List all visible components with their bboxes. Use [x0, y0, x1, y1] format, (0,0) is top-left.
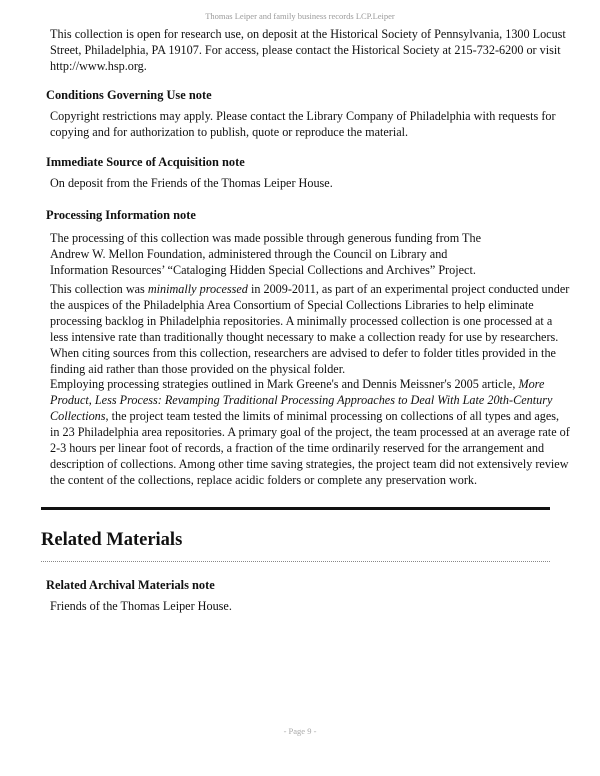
processing-paragraph-2: [50, 281, 570, 377]
p2-text-start: This collection was: [50, 282, 148, 296]
page-number: - Page 9 -: [283, 726, 317, 736]
p3-text-start: Employing processing strategies outlined in Mark Greene's and Dennis Meissner's 2005 article,: [50, 377, 519, 391]
related-materials-title: Related Materials: [41, 530, 183, 550]
p2-emphasis: minimally processed: [147, 282, 248, 296]
related-archival-heading: Related Archival Materials note: [46, 578, 215, 592]
acquisition-text: On deposit from the Friends of the Thomas Leiper House.: [50, 176, 333, 190]
conditions-use-heading: Conditions Governing Use note: [46, 88, 212, 102]
processing-heading: Processing Information note: [46, 208, 196, 222]
p2-text-end: in 2009-2011, as part of an experimental project conducted under the auspices of the Philadelphia Area Consortium of Special Collections Libraries to help eliminate processing backlog in Philadelphia repositories. A minimally processed collection is one processed at a less intensive rate than traditionally thought necessary to make a collection ready for use by researchers. When citing sources from this collection, researchers are advised to defer to folder titles provided in the finding aid rather than those provided on the physical folder.: [50, 282, 570, 376]
acquisition-heading: Immediate Source of Acquisition note: [46, 155, 245, 169]
conditions-use-text: Copyright restrictions may apply. Please contact the Library Company of Philadelphia with requests for copying and for authorization to publish, quote or reproduce the material.: [50, 109, 556, 139]
p3-text-end: , the project team tested the limits of minimal processing on collections of all types and ages, in 23 Philadelphia area repositories. A primary goal of the project, the team processed at an average rate of 2-3 hours per linear foot of records, a fraction of the time ordinarily reserved for the arrangement and description of collections. Among other time saving strategies, the project team did not extensively review the content of the collections, replace acidic folders or complete any preservation work.: [50, 409, 570, 487]
p3-article-title: More Product, Less Process: Revamping Traditional Processing Approaches to Deal With Late 20th-Century Collections: [50, 377, 553, 423]
access-note-text: This collection is open for research use, on deposit at the Historical Society of Pennsylvania, 1300 Locust Street, Philadelphia, PA 19107. For access, please contact the Historical Society at 215-732-6200 or visit http://www.hsp.org.: [50, 27, 566, 73]
section-divider: [41, 507, 550, 510]
related-archival-text: Friends of the Thomas Leiper House.: [50, 599, 232, 613]
processing-paragraph-3: [50, 376, 570, 488]
running-header: Thomas Leiper and family business records LCP.Leiper: [205, 11, 395, 21]
section-title-underline: [41, 561, 550, 562]
processing-paragraph-1: The processing of this collection was made possible through generous funding from The Andrew W. Mellon Foundation, administered through the Council on Library and Information Resources’ “Cataloging Hidden Special Collections and Archives” Project.: [50, 231, 481, 277]
